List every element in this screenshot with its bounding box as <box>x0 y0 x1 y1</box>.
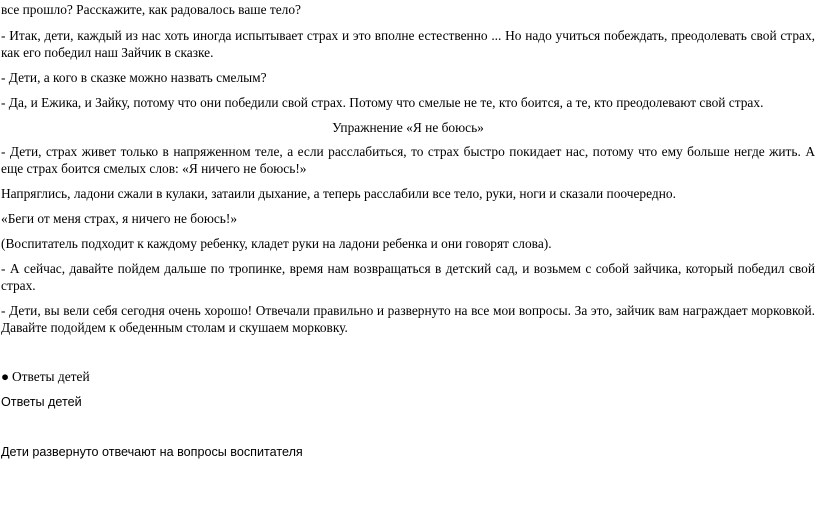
exercise-title: Упражнение «Я не боюсь» <box>332 120 484 135</box>
paragraph-fear-tense-body: - Дети, страх живет только в напряженном теле, а если расслабиться, то страх быстро покидает нас, потому что ему больше негде жить. А еще страх боится смелых слов: «Я ничего не боюсь!» <box>1 144 815 176</box>
paragraph-intro-question: все прошло? Расскажите, как радовалось ваше тело? <box>1 2 301 17</box>
paragraph-praise-carrot: - Дети, вы вели себя сегодня очень хорошо! Отвечали правильно и развернуто на все мои вопросы. За это, зайчик вам награждает морковкой. Давайте подойдем к обеденным столам и скушаем морковку. <box>1 303 815 335</box>
bullet-text: Ответы детей <box>12 369 90 384</box>
paragraph-return-kindergarten: - А сейчас, давайте пойдем дальше по тропинке, время нам возвращаться в детский сад, и возьмем с собой зайчика, который победил свой страх. <box>1 261 815 293</box>
paragraph-question-brave: - Дети, а кого в сказке можно назвать смелым? <box>1 70 267 85</box>
bullet-icon: ● <box>1 369 10 384</box>
outcome-text: Дети развернуто отвечают на вопросы воспитателя <box>1 445 303 459</box>
paragraph-fear-natural: - Итак, дети, каждый из нас хоть иногда испытывает страх и это вполне естественно ... Но надо учиться побеждать, преодолевать свой страх, как его победил наш Зайчик в сказке. <box>1 28 815 60</box>
paragraph-teacher-action: (Воспитатель подходит к каждому ребенку, кладет руки на ладони ребенка и они говорят слова). <box>1 236 552 251</box>
result-heading: Ответы детей <box>1 395 82 409</box>
paragraph-answer-brave: - Да, и Ежика, и Зайку, потому что они победили свой страх. Потому что смелые не те, кто боится, а те, кто преодолевают свой страх. <box>1 95 764 110</box>
paragraph-chant: «Беги от меня страх, я ничего не боюсь!» <box>1 211 238 226</box>
paragraph-exercise-instructions: Напряглись, ладони сжали в кулаки, затаили дыхание, а теперь расслабили все тело, руки, ноги и сказали поочередно. <box>1 186 676 201</box>
bullet-list-item <box>1 368 815 385</box>
